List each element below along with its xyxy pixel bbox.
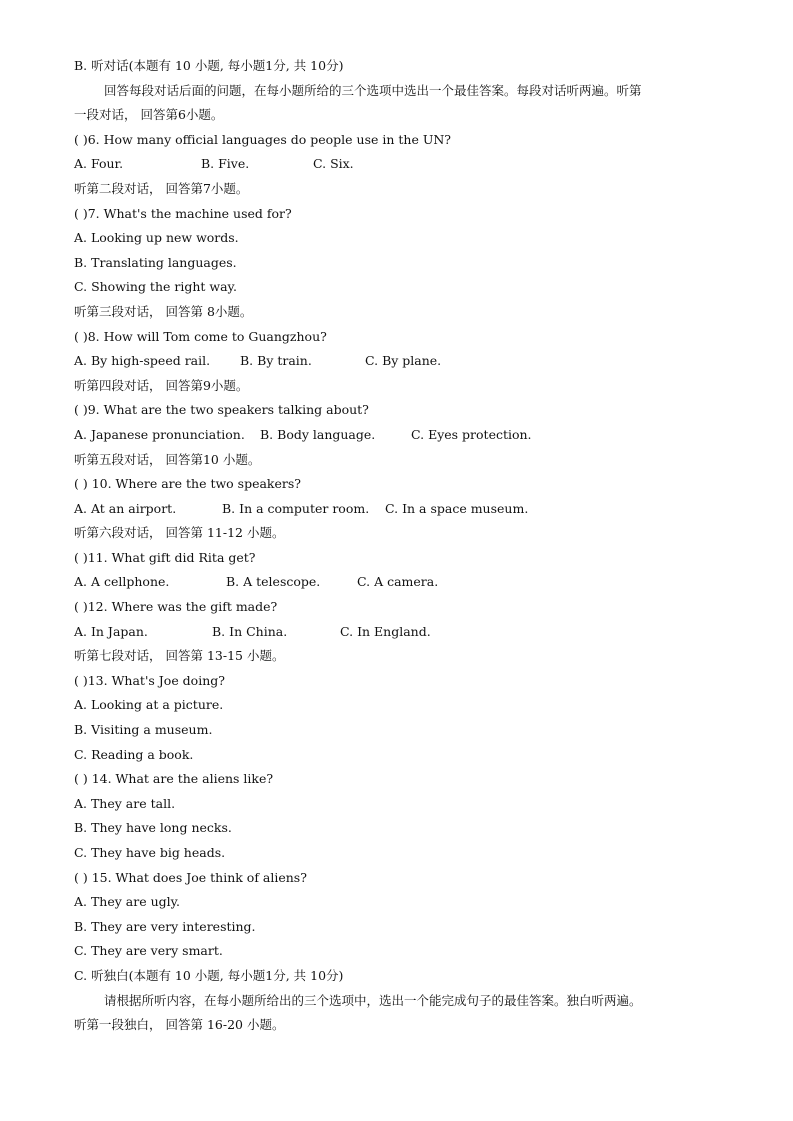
option-a: A. At an airport. (74, 500, 177, 516)
option-b: B. In a computer room. (222, 500, 370, 516)
option-a: A. In Japan. (74, 623, 148, 639)
section-b-instruction-cont: 一段对话， 回答第6小题。 (74, 107, 224, 123)
question-6-stem: ( )6. How many official languages do people use in the UN? (74, 131, 452, 147)
question-9-stem: ( )9. What are the two speakers talking about? (74, 402, 369, 418)
option-a: A. Japanese pronunciation. (74, 426, 245, 442)
question-9-options (74, 423, 724, 448)
option-b: B. Five. (201, 156, 250, 172)
question-12-options (74, 620, 724, 645)
option-c: C. A camera. (357, 574, 439, 590)
passage-6-instruction: 听第六段对话， 回答第 11-12 小题。 (74, 525, 285, 541)
question-10-stem: ( ) 10. Where are the two speakers? (74, 476, 301, 492)
question-11-options (74, 570, 724, 595)
option-c: C. In England. (340, 623, 431, 639)
question-12-stem: ( )12. Where was the gift made? (74, 599, 278, 615)
option-a: A. Four. (74, 156, 124, 172)
option-b: B. By train. (240, 353, 312, 369)
question-7-stem: ( )7. What's the machine used for? (74, 205, 292, 221)
question-11-stem: ( )11. What gift did Rita get? (74, 549, 256, 565)
passage-4-instruction: 听第四段对话， 回答第9小题。 (74, 377, 249, 393)
option-b: B. Translating languages. (74, 254, 237, 270)
option-b: B. They are very interesting. (74, 918, 256, 934)
option-b: B. Body language. (260, 426, 376, 442)
option-c: C. Showing the right way. (74, 279, 237, 295)
passage-7-instruction: 听第七段对话， 回答第 13-15 小题。 (74, 648, 285, 664)
question-13-stem: ( )13. What's Joe doing? (74, 672, 225, 688)
option-a: A. Looking up new words. (74, 230, 239, 246)
section-c-instruction: 请根据所听内容，在每小题所给出的三个选项中，选出一个能完成句子的最佳答案。独白听两遍。 (104, 992, 642, 1008)
option-b: B. Visiting a museum. (74, 722, 213, 738)
option-a: A. They are ugly. (74, 894, 181, 910)
question-14-stem: ( ) 14. What are the aliens like? (74, 771, 274, 787)
option-c: C. By plane. (365, 353, 442, 369)
section-c-instruction-cont: 听第一段独白， 回答第 16-20 小题。 (74, 1017, 285, 1033)
option-a: A. By high-speed rail. (74, 353, 211, 369)
question-8-stem: ( )8. How will Tom come to Guangzhou? (74, 328, 327, 344)
question-8-options (74, 349, 724, 374)
passage-3-instruction: 听第三段对话， 回答第 8小题。 (74, 303, 253, 319)
option-b: B. A telescope. (226, 574, 321, 590)
option-b: B. In China. (212, 623, 288, 639)
question-15-stem: ( ) 15. What does Joe think of aliens? (74, 869, 307, 885)
section-c-heading: C. 听独白(本题有 10 小题, 每小题1分, 共 10分) (74, 967, 344, 983)
section-b-heading: B. 听对话(本题有 10 小题, 每小题1分, 共 10分) (74, 58, 344, 73)
option-c: C. They have big heads. (74, 845, 226, 860)
option-c: C. Eyes protection. (411, 426, 532, 442)
exam-page (74, 54, 724, 1038)
option-a: A. Looking at a picture. (74, 697, 224, 713)
question-6-options (74, 152, 724, 177)
option-a: A. They are tall. (74, 795, 176, 811)
option-c: C. In a space museum. (385, 500, 529, 516)
passage-5-instruction: 听第五段对话， 回答第10 小题。 (74, 451, 261, 467)
section-b-instruction: 回答每段对话后面的问题，在每小题所给的三个选项中选出一个最佳答案。每段对话听两遍。听第 (104, 82, 642, 98)
passage-2-instruction: 听第二段对话， 回答第7小题。 (74, 180, 249, 196)
option-c: C. Six. (313, 156, 354, 172)
option-c: C. Reading a book. (74, 746, 194, 762)
option-c: C. They are very smart. (74, 943, 223, 959)
option-a: A. A cellphone. (74, 574, 170, 590)
option-b: B. They have long necks. (74, 820, 232, 836)
question-10-options (74, 497, 724, 522)
